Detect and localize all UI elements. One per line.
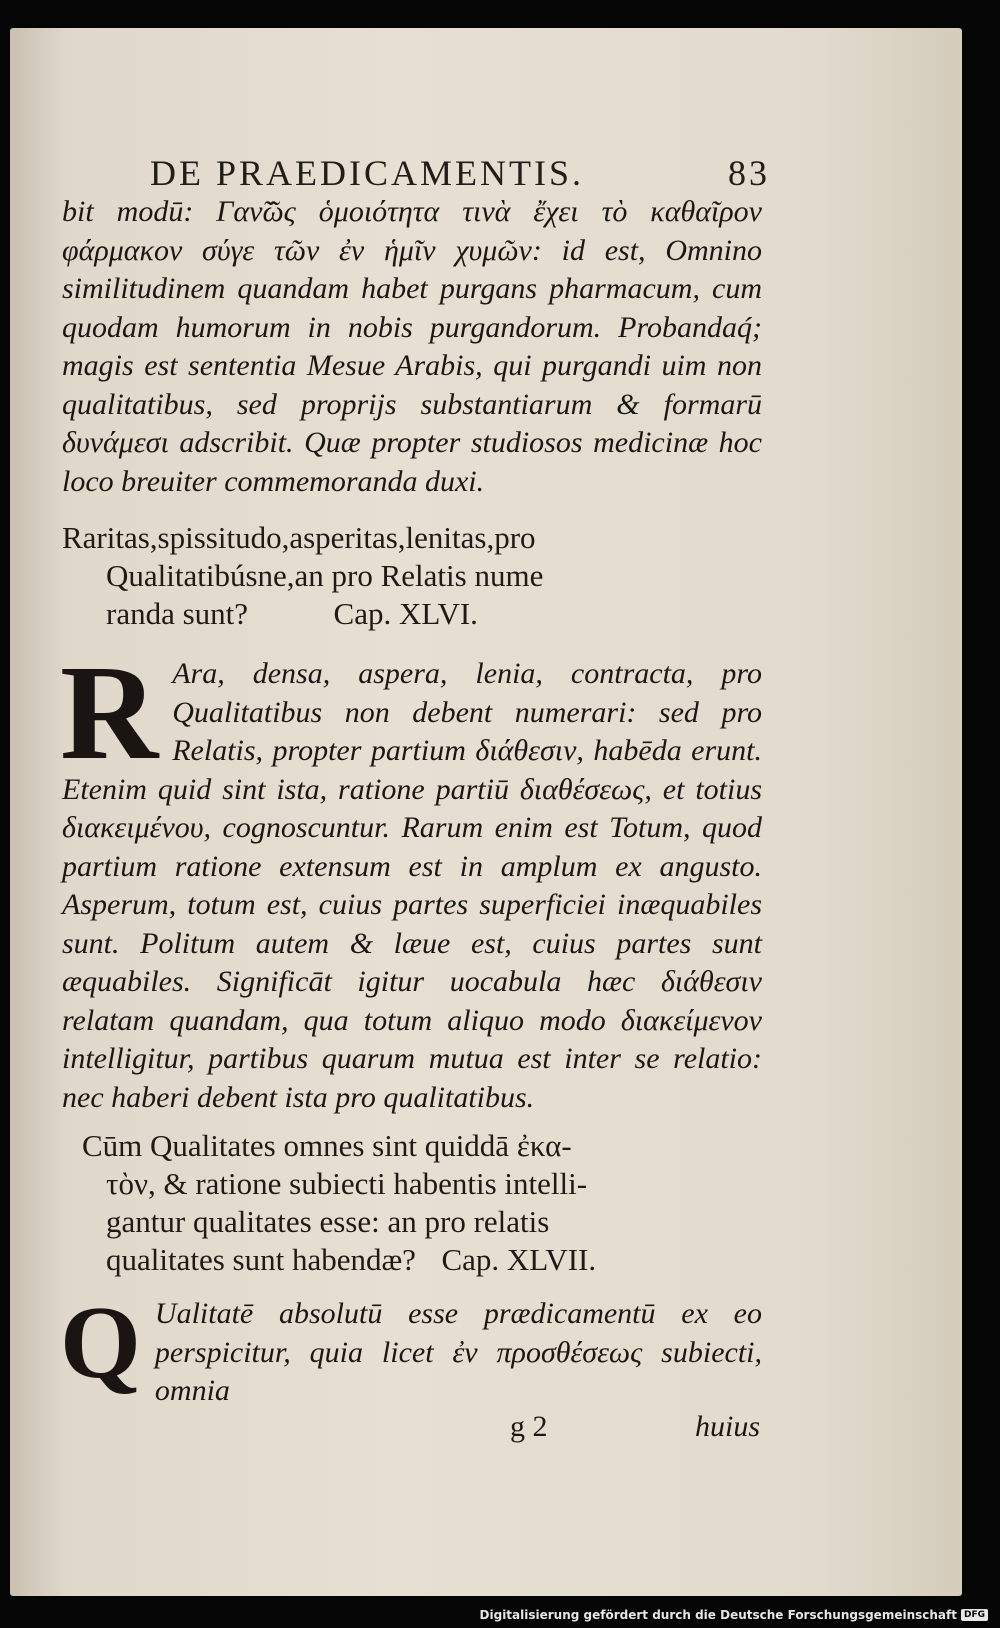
running-head-title: DE PRAEDICAMENTIS. [150,153,585,193]
heading-47-line-2: τὸν, & ratione subiecti habentis intelli- [106,1166,588,1201]
paragraph-2 [60,638,762,1117]
heading-47-line-4 [62,1241,762,1279]
catchword: huius [694,1410,760,1443]
initial-q: Q [60,1285,141,1400]
chapter-heading-47 [62,1127,762,1279]
signature-mark: g 2 [510,1410,548,1443]
heading-46-line-2: Qualitatibúsne,an pro Relatis nume [106,558,544,593]
digitization-credit [480,1608,988,1622]
text-column [62,193,762,1411]
page-number: 83 [728,153,770,193]
heading-46-line-1: Raritas,spissitudo,asperitas,lenitas,pro [62,520,536,555]
heading-46-line-3 [62,595,762,633]
running-head [150,152,770,194]
chapter-47-label: Cap. XLVII. [441,1242,597,1277]
paragraph-3-text: Ualitatē absolutū esse prædicamentū ex eo perspicitur, quia licet ἐν προσθέσεως subiecti, omnia [154,1297,762,1407]
heading-47-line-3: gantur qualitates esse: an pro relatis [106,1204,550,1239]
chapter-46-label: Cap. XLVI. [333,596,478,631]
paragraph-3 [60,1285,762,1411]
dfg-logo: DFG [961,1609,988,1621]
chapter-heading-46 [62,519,762,633]
heading-46-text: randa sunt? [106,596,249,631]
credit-text: Digitalisierung gefördert durch die Deutsche Forschungsgemeinschaft [479,1608,957,1622]
paragraph-1: bit modū: Γαν̃ῶς ὁμοιότητα τινὰ ἔχει τὸ καθαῖρον φάρμακον σύγε τῶν ἐν ἡμῖν χυμῶν: id est, Omnino similitudinem quandam habet purgans pharmacum, cum quodam humorum in nobis purgandorum. Probandaq́; magis est sententia Mesue Arabis, qui purgandi uim non qualitatibus, sed proprijs substantiarum & formarū δυνάμεσι adscribit. Quæ propter studiosos medicinæ hoc loco breuiter commemoranda duxi. [62,195,762,498]
paragraph-2-text: Ara, densa, aspera, lenia, contracta, pro Qualitatibus non debent numerari: sed pro Relatis, propter partium διάθεσιν, habēda erunt. Etenim quid sint ista, ratione partiū διαθέσεως, et totius διακειμένου, cognoscuntur. Rarum enim est Totum, quod partium ratione extensum est in amplum ex angusto. Asperum, totum est, cuius partes superficiei inæquabiles sunt. Politum autem & læue est, cuius partes sunt æquabiles. Significāt igitur uocabula hæc διάθεσιν relatam quandam, qua totum aliquo modo διακείμενον intelligitur, partibus quarum mutua est inter se relatio: nec haberi debent ista pro qualitatibus. [62,657,762,1114]
initial-r: R [60,638,159,788]
heading-47-line-1: Cūm Qualitates omnes sint quiddā ἐκα- [82,1128,572,1163]
heading-47-text: qualitates sunt habendæ? [106,1242,416,1277]
